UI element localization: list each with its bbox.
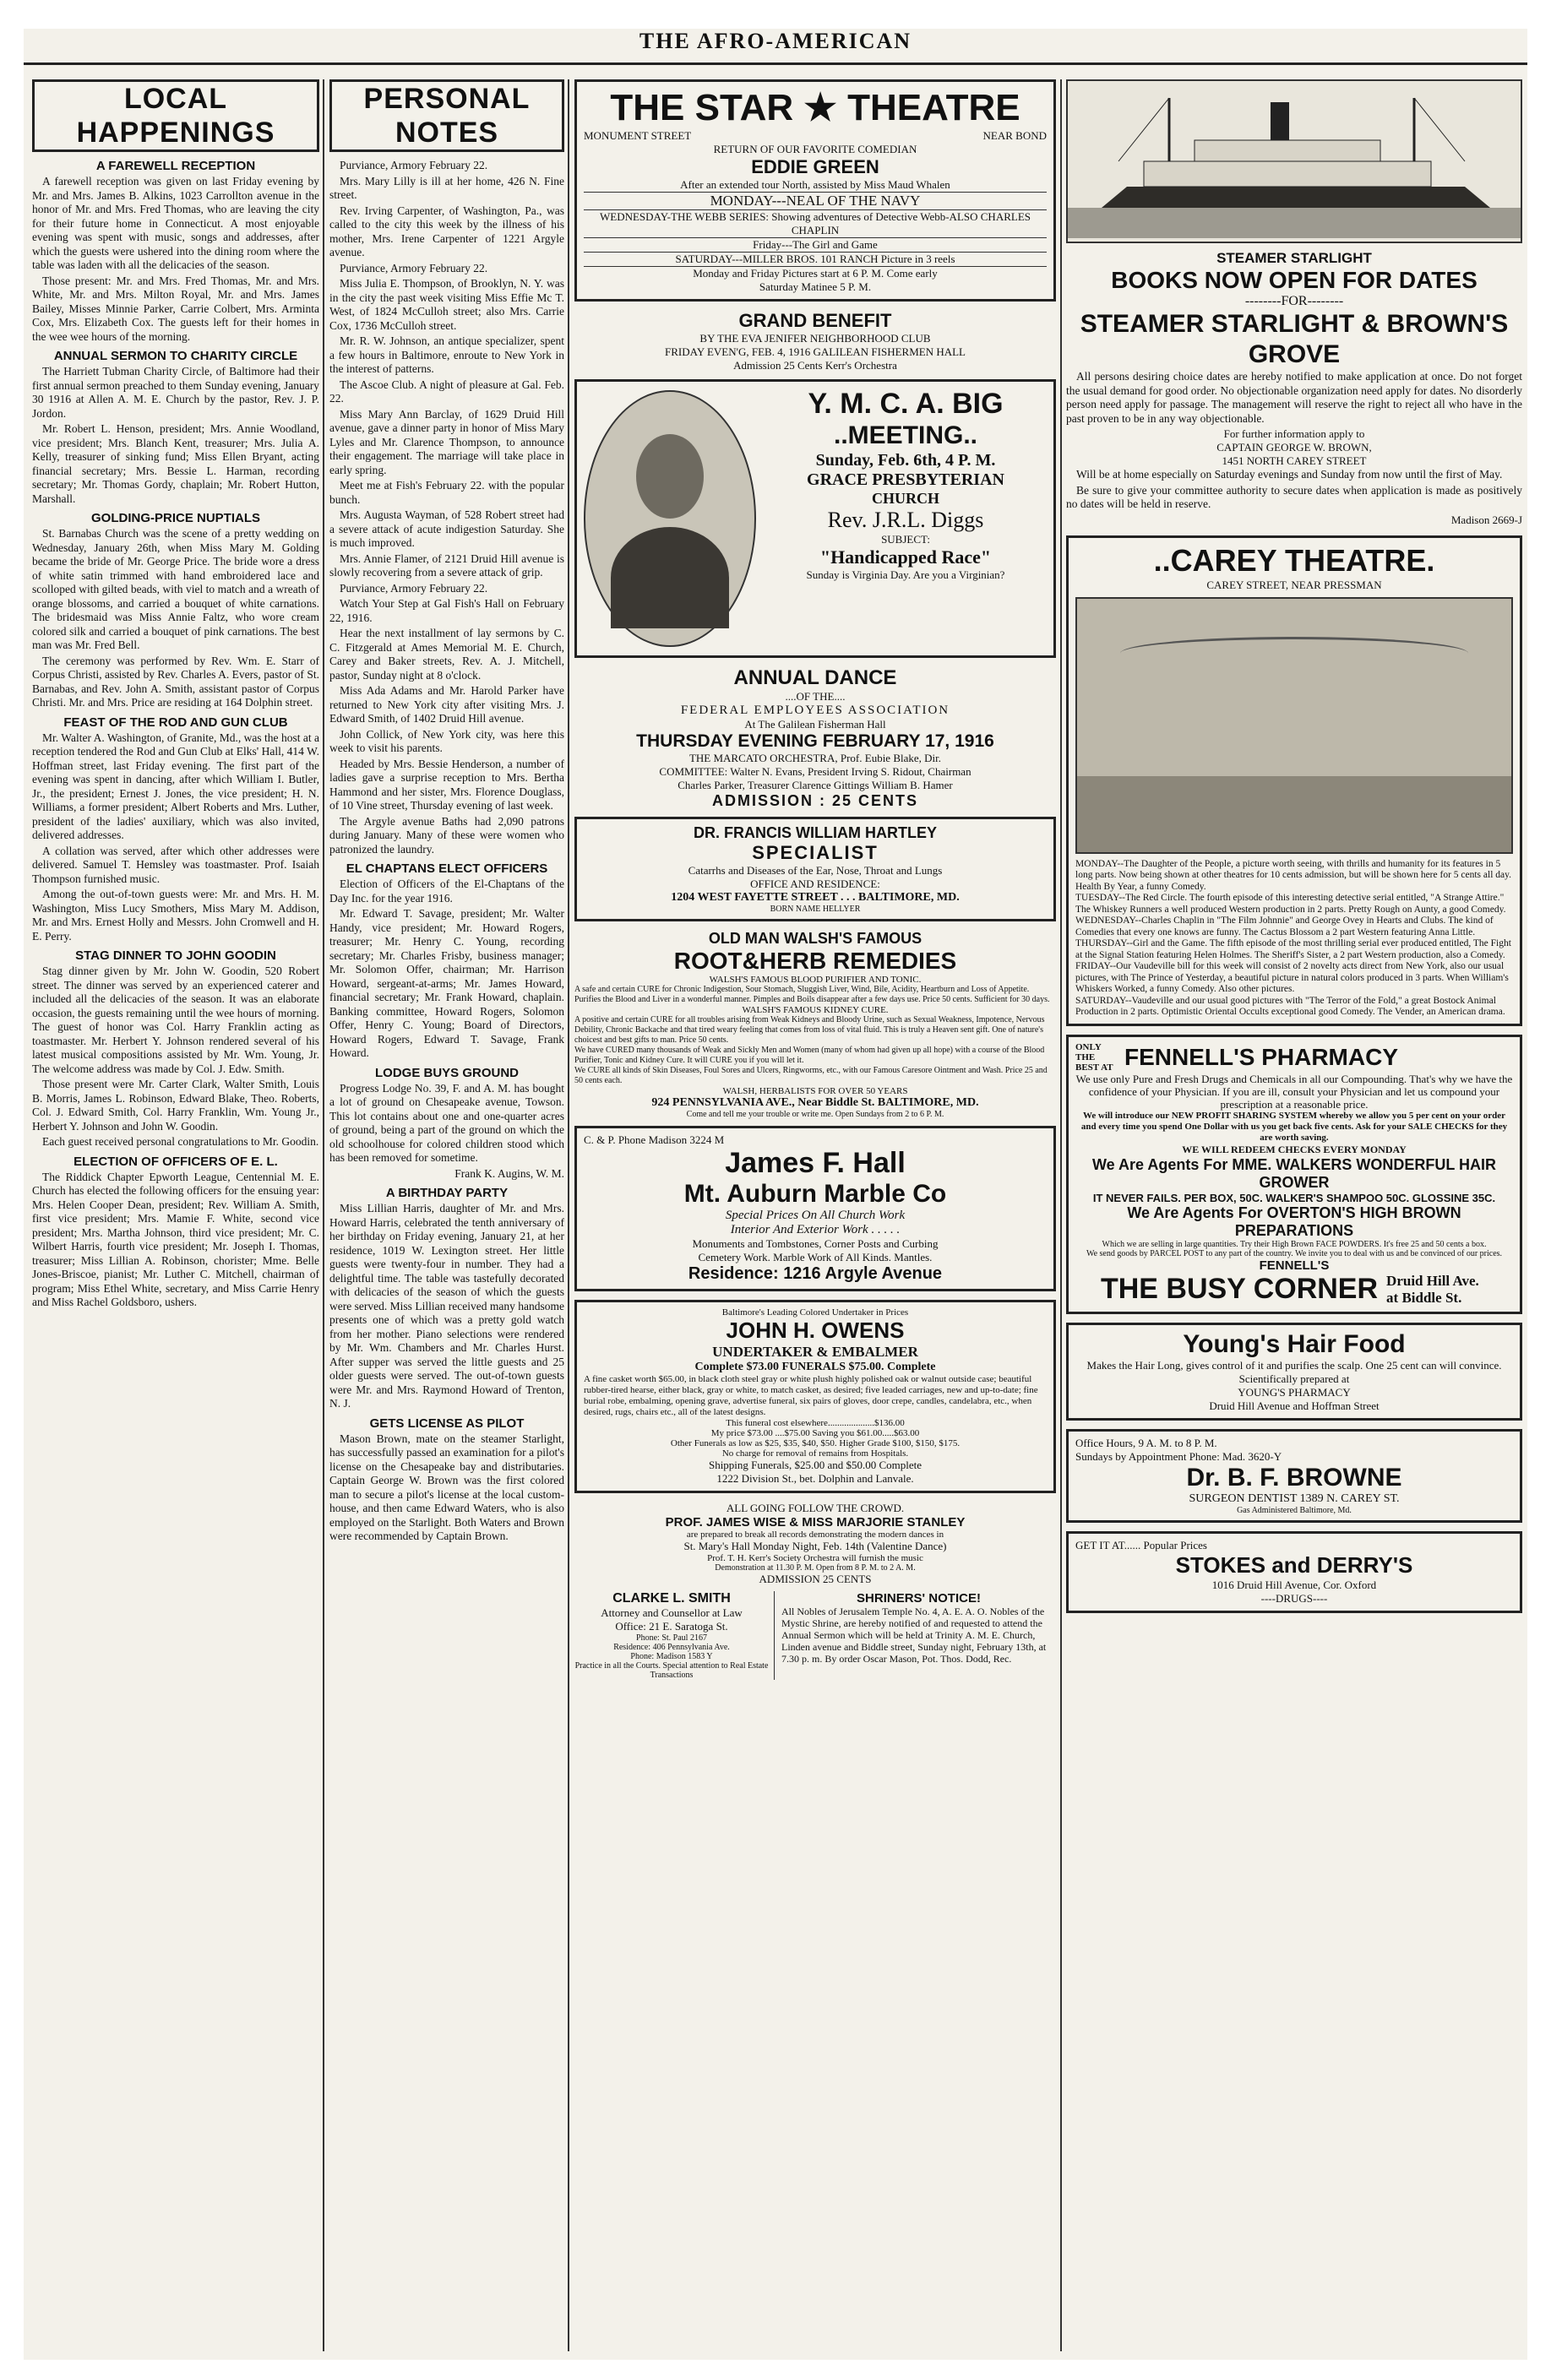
ad-line: ANNUAL DANCE — [733, 666, 897, 689]
ad-line: STEAMER STARLIGHT & BROWN'S GROVE — [1080, 310, 1509, 368]
ad-line: UNDERTAKER & EMBALMER — [712, 1344, 918, 1360]
ad-line: For further information apply to — [1223, 427, 1365, 440]
article-heading: A FAREWELL RECEPTION — [95, 159, 256, 173]
ad-line: C. & P. Phone Madison 3224 M — [584, 1133, 725, 1146]
ad-line: CHURCH — [872, 490, 939, 507]
ad-line: OFFICE AND RESIDENCE: — [750, 878, 880, 890]
ad-line: SPECIALIST — [752, 842, 879, 863]
annual-dance-ad — [574, 666, 1056, 810]
coat-shape — [611, 527, 729, 628]
note-text: John Collick, of New York city, was here this week to visit his parents. — [329, 727, 564, 754]
article-heading: STAG DINNER TO JOHN GOODIN — [75, 948, 276, 963]
ad-line: --------FOR-------- — [1244, 294, 1344, 308]
ad-line: FENNELL'S — [1259, 1258, 1330, 1273]
note-text: Meet me at Fish's February 22. with the popular bunch. — [329, 479, 564, 506]
ad-line: YOUNG'S PHARMACY — [1238, 1385, 1351, 1399]
ad-line: TUESDAY--The Red Circle. The fourth episode of this interesting detective serial entitled, "A Strange Attire." The Whiskey Runners a well produced Western production in 2 parts. Pretty Rough on Aunty, a good Comedy. — [1075, 893, 1506, 915]
article-heading: GETS LICENSE AS PILOT — [369, 1416, 525, 1431]
ad-line: SATURDAY--Vaudeville and our usual good pictures with "The Terror of the Fold," a great Bostock Animal Production in 2 parts. Optimistic Oriental Occults exceptional good Comedy. The Vender, an American drama. — [1075, 995, 1505, 1017]
seats-shape — [1077, 776, 1511, 852]
note-text: Miss Lillian Harris, daughter of Mr. and Mrs. Howard Harris, celebrated the tenth anniversary of her birthday on Friday evening, January 21, at her residence, 1019 W. Lexington street. Her little guests were twenty-four in number. They had a delightful time. The table was tastefully decorated with delicacies of the season of which the guests were served. Miss Lillian received many handsome presents one of which was a pretty gold watch from her mother. Piano selections were rendered by Mr. Wm. Chambers and Mr. Charles Hurst. After supper was served the little guests and 25 older guests were served. The out-of-town guests were Mr. and Mrs. Raymond Howard of Trenton, N. J. — [329, 1202, 564, 1410]
hall-marble-ad — [574, 1126, 1056, 1291]
ad-line: SHRINERS' NOTICE! — [857, 1591, 981, 1606]
ad-line: Practice in all the Courts. Special attention to Real Estate Transactions — [574, 1661, 769, 1680]
busy-corner: THE BUSY CORNER Druid Hill Ave. at Biddle St. — [1100, 1272, 1479, 1306]
ad-line: Demonstration at 11.30 P. M. Open from 8 P. M. to 2 A. M. — [715, 1563, 916, 1573]
note-text: Mr. Edward T. Savage, president; Mr. Walter Handy, vice president; Mr. Howard Rogers, treasurer; Mr. Henry C. Young, recording secretary; Mr. Charles Frisby, business manager; Mr. Solomon Offer, chairman; Mr. Harrison Howard, sergeant-at-arms; Mr. James Howard, financial secretary; Mr. Frank Howard, chaplain. Banking committee, Howard Rogers, Solomon Offer, Henry C. Young; Board of Directors, Howard Rogers, Edward T. Savage, Frank Howard. — [329, 907, 564, 1059]
ad-line: DR. FRANCIS WILLIAM HARTLEY — [694, 824, 937, 841]
ad-line: WEDNESDAY--Charles Chaplin in "The Film Johnnie" and George Ovey in Hearts and Clubs. The kind of Comedies that every one knows are funny. The Cactus Blossom a 2 part Western featuring Anna Little. — [1075, 916, 1494, 937]
shriners-notice — [781, 1591, 1056, 1680]
ad-line: RETURN OF OUR FAVORITE COMEDIAN — [713, 143, 917, 155]
article-text: Mr. Robert L. Henson, president; Mrs. Annie Woodland, vice president; Mrs. Blanch Kent, treasurer; Mrs. Julia A. Kelly, treasurer of sinking fund; Miss Ellen Bryant, acting financial secretary; Mrs. Bessie L. Harman, recording secretary; Mr. Thomas Gordy, chaplain; Mr. Robert Hutton, Marshall. — [32, 422, 319, 505]
ad-line: MONDAY--The Daughter of the People, a picture worth seeing, with thrills and humanity for its features in 5 long parts. Now being shown at other theatres for 10 cents admission, but will be shown here for 5 cents all day. Health By Year, a funny Comedy. — [1075, 858, 1512, 892]
ad-line: After an extended tour North, assisted by Miss Maud Whalen — [680, 178, 950, 191]
note-text: The Argyle avenue Baths had 2,090 patrons during January. Many of these were women who patronized the laundry. — [329, 814, 564, 856]
ad-line: Phone: Madison 1583 Y — [630, 1652, 713, 1661]
ad-line: CAREY STREET, NEAR PRESSMAN — [1206, 578, 1382, 591]
ad-line: GET IT AT...... Popular Prices — [1075, 1538, 1207, 1551]
article-heading: EL CHAPTANS ELECT OFFICERS — [346, 861, 548, 876]
ad-line: Friday---The Girl and Game — [584, 237, 1047, 252]
ad-line: All Nobles of Jerusalem Temple No. 4, A. E. A. O. Nobles of the Mystic Shrine, are hereby notified of and requested to attend the Annual Sermon which will be held at Trinity A. M. E. Church, Linden avenue and Biddle street, Sunday night, February 13th, at 7.30 p. m. By order Oscar Mason, Pot. Thos. Dodd, Rec. — [781, 1606, 1047, 1665]
ad-line: EDDIE GREEN — [751, 156, 879, 177]
ad-line: are prepared to break all records demonstrating the modern dances in — [686, 1530, 944, 1540]
ad-line: IT NEVER FAILS. PER BOX, 50C. WALKER'S SHAMPOO 50C. GLOSSINE 35C. — [1092, 1191, 1496, 1204]
ad-line: Monday and Friday Pictures start at 6 P. M. Come early — [584, 266, 1047, 280]
note-text: Purviance, Armory February 22. — [340, 261, 488, 274]
ad-line: Sunday, Feb. 6th, 4 P. M. — [815, 451, 996, 470]
note-text: Rev. Irving Carpenter, of Washington, Pa., was called to the city this week by the illness of his mother, Mrs. Irene Carpenter of 1221 Argyle avenue. — [329, 204, 564, 258]
article-text: Mr. Walter A. Washington, of Granite, Md., was the host at a reception tendered the Rod and Gun Club at Elks' Hall, 414 W. Hoffman street, last Friday evening. The first part of the evening was spent in dancing, after which William I. Butler, Jr., the president; Ernest J. Jones, the vice president; H. N. Williams, a former president; Albert Roberts and Mrs. Luther, president of the ladies' auxiliary, which was also invited, delivered addresses. — [32, 731, 319, 841]
ad-line: THE MARCATO ORCHESTRA, Prof. Eubie Blake, Dir. — [688, 752, 942, 764]
ad-line: THURSDAY--Girl and the Game. The fifth episode of the most thrilling serial ever produced entitled, The Fight at the Signal Station featuring Helen Holmes. The Sheriff's Sister, a 2 part Western production, also a Comedy. — [1075, 938, 1511, 960]
ad-line: 1016 Druid Hill Avenue, Cor. Oxford — [1211, 1578, 1377, 1591]
ad-line: My price $73.00 ....$75.00 Saving you $61.00.....$63.00 — [710, 1428, 920, 1438]
ad-line: THURSDAY EVENING FEBRUARY 17, 1916 — [636, 731, 994, 751]
ad-line: James F. Hall — [725, 1147, 906, 1179]
arch-shape — [1120, 637, 1467, 670]
note-text: Mason Brown, mate on the steamer Starlight, has successfully passed an examination for a pilot's license on the Chesapeake bay and distributaries. Captain George W. Brown was the first colored man to secure a pilot's license at the local custom-house, and then came Edward Waters, who is also employed on the Starlight. Both Waters and Brown were recommended by Captain Brown. — [329, 1432, 564, 1542]
hartley-ad — [574, 817, 1056, 921]
ad-line: 1204 WEST FAYETTE STREET . . . BALTIMORE, MD. — [671, 891, 960, 904]
ad-line: CAPTAIN GEORGE W. BROWN, — [1216, 441, 1372, 454]
ad-line: Dr. B. F. BROWNE — [1186, 1463, 1402, 1492]
ad-line: ADMISSION : 25 CENTS — [711, 792, 919, 809]
ad-line: OLD MAN WALSH'S FAMOUS — [708, 930, 922, 947]
article-heading: ANNUAL SERMON TO CHARITY CIRCLE — [53, 349, 298, 363]
ad-line: WALSH'S FAMOUS KIDNEY CURE. — [742, 1005, 889, 1015]
star-theatre-ad — [574, 79, 1056, 302]
article-text: The Harriett Tubman Charity Circle, of Baltimore had their first annual sermon preached to them Sunday evening, January 30 1916 at Allen A. M. E. Church by the pastor, Rev. J. P. Jordon. — [32, 365, 319, 420]
ad-line: Charles Parker, Treasurer Clarence Gittings William B. Hamer — [678, 779, 953, 791]
ad-line: COMMITTEE: Walter N. Evans, President Irving S. Ridout, Chairman — [659, 765, 971, 778]
ad-line: STEAMER STARLIGHT — [1216, 250, 1372, 266]
ad-line: JOHN H. OWENS — [726, 1318, 905, 1343]
ad-line: We will introduce our NEW PROFIT SHARING SYSTEM whereby we allow you 5 per cent on your order and every time you spend One Dollar with us you get back five cents. Ask for your SALE CHECKS for they are worth saving. — [1080, 1110, 1508, 1143]
ad-line: Residence: 406 Pennsylvania Ave. — [613, 1643, 730, 1652]
article-heading: FEAST OF THE ROD AND GUN CLUB — [63, 715, 288, 730]
ad-line: MONDAY---NEAL OF THE NAVY — [584, 192, 1047, 210]
note-text: Miss Julia E. Thompson, of Brooklyn, N. Y. was in the city the past week visiting Miss Effie Mc T. West, of 1824 McCulloh street; also Mrs. Carrie Cox, 1736 McCulloh street. — [329, 277, 564, 332]
ad-line: BORN NAME HELLYER — [770, 905, 861, 914]
article-heading: GOLDING-PRICE NUPTIALS — [90, 511, 260, 525]
ad-line: Baltimore's Leading Colored Undertaker in Prices — [721, 1307, 909, 1318]
column-rule — [1060, 79, 1062, 2351]
ad-line: Catarrhs and Diseases of the Ear, Nose, Throat and Lungs — [688, 864, 943, 877]
ad-line: FRIDAY EVEN'G, FEB. 4, 1916 GALILEAN FISHERMEN HALL — [665, 345, 966, 358]
ad-line: Sundays by Appointment Phone: Mad. 3620-Y — [1075, 1449, 1282, 1463]
ad-line: SUBJECT: — [881, 533, 930, 546]
note-text: Headed by Mrs. Bessie Henderson, a number of ladies gave a surprise reception to Mrs. Bertha Hammond and her sister, Mrs. Florence Douglass, of 10 Vine street, Thursday evening of last week. — [329, 757, 564, 812]
article-heading: A BIRTHDAY PARTY — [385, 1186, 509, 1200]
ad-line: Makes the Hair Long, gives control of it and purifies the scalp. One 25 cent can will convince. — [1086, 1358, 1502, 1372]
ad-line: We use only Pure and Fresh Drugs and Chemicals in all our Compounding. That's why we have the confidence of your Physician. If you are ill, consult your Physician and let us compound your prescription at a reasonable price. — [1075, 1072, 1513, 1111]
ad-line: WEDNESDAY-THE WEBB SERIES: Showing adventures of Detective Webb-ALSO CHARLES CHAPLIN — [599, 210, 1031, 236]
ad-line: Come and tell me your trouble or write me. Open Sundays from 2 to 6 P. M. — [686, 1110, 944, 1119]
ad-line: 1451 NORTH CAREY STREET — [1222, 454, 1367, 467]
ad-line: Shipping Funerals, $25.00 and $50.00 Complete — [708, 1459, 922, 1471]
ad-line: FRIDAY--Our Vaudeville bill for this week will consist of 2 novelty acts direct from New York, also our usual pictures, with The Prince of Yesterday, a beautiful picture in natural colors produced in 3 parts. When William's Whiskers Worked, a funny Comedy. Also other pictures. — [1075, 961, 1509, 994]
ad-line: ....OF THE.... — [785, 690, 846, 703]
ad-line: Druid Hill Avenue and Hoffman Street — [1209, 1399, 1380, 1412]
note-text: Mr. R. W. Johnson, an antique specializer, spent a few hours in Baltimore, enroute to New York in the interest of patterns. — [329, 334, 564, 375]
steamer-illustration — [1066, 79, 1522, 243]
carey-theatre-ad — [1066, 535, 1522, 1026]
article-text: Those present: Mr. and Mrs. Fred Thomas, Mr. and Mrs. White, Mr. and Mrs. Milton Royal, Mr. and Mrs. James Bailey, Misses Minnie Parker, Carrie Colbert, Mrs. Arminta Cox, Mrs. Elizabeth Cox. The guests left for their homes in the wee wee hours of the morning. — [32, 274, 319, 343]
article-text: The Riddick Chapter Epworth League, Centennial M. E. Church has elected the following officers for the ensuing year: Mrs. Helen Cooper Dean, president; Rev. William A. Smith, first vice president; Mrs. Mamie F. White, second vice president; Mrs. Martha Johnson, third vice president; Mr. C. Wilbert Harris, fourth vice president; Mr. Joseph I. Thomas, treasurer; Miss Lillian A. Robinson, chorister; Mme. Belle Jones-Briscoe, pianist; Mr. Luther C. Mitchell, chairman of program; Miss Ethel White, secretary, and Miss Carrie Henry and Miss Rachel Goldsboro, ushers. — [32, 1170, 319, 1308]
ad-line: We Are Agents For MME. WALKERS WONDERFUL HAIR GROWER — [1091, 1155, 1496, 1191]
portrait-photo — [584, 390, 756, 647]
ad-line: This funeral cost elsewhere....................$136.00 — [726, 1418, 905, 1428]
ad-line: ----DRUGS---- — [1260, 1591, 1328, 1605]
starlight-ad — [1066, 250, 1522, 527]
note-text: Election of Officers of the El-Chaptans of the Day Inc. for the year 1916. — [329, 878, 564, 905]
ad-line: Y. M. C. A. BIG — [808, 388, 1004, 420]
ad-line: A positive and certain CURE for all troubles arising from Weak Kidneys and Bloody Urine, such as Sexual Weakness, Impotence, Nervous Debility, Chronic Backache and that tired weary feeling that comes from loss of vital fluid. This is truly a Heaven sent gift. One of nature's choicest and best gifts to man. Price 50 cents. — [574, 1015, 1045, 1045]
ad-line: A safe and certain CURE for Chronic Indigestion, Sour Stomach, Sluggish Liver, Wind, Bile, Acidity, Heartburn and Loss of Appetite. Purifies the Blood and Liver in a wonderful manner. Pimples and Boils disappear after a few days use. Price 50 cents. Sufficient for 30 days. — [574, 985, 1050, 1004]
ad-line: WALSH'S FAMOUS BLOOD PURIFIER AND TONIC. — [709, 975, 922, 985]
personal-notes-column — [329, 79, 564, 2351]
young-hair-food-ad — [1066, 1323, 1522, 1421]
ad-line: Office: 21 E. Saratoga St. — [615, 1620, 728, 1633]
ad-line: ..CAREY THEATRE. — [1153, 542, 1435, 578]
ad-line: At The Galilean Fisherman Hall — [744, 718, 886, 731]
ad-line: SATURDAY---MILLER BROS. 101 RANCH Picture in 3 reels — [584, 252, 1047, 266]
ad-line: WE WILL REDEEM CHECKS EVERY MONDAY — [1182, 1143, 1407, 1155]
article-text: Those present were Mr. Carter Clark, Walter Smith, Louis B. Morris, James L. Robinson, Edward Blake, Theo. Roberts, Col. J. Edward Smith, Col. Harry Franklin, Wm. Young Jr., Herbert Y. Johnson and John W. Goodin. — [32, 1078, 319, 1133]
note-text: Miss Ada Adams and Mr. Harold Parker have returned to New York city after visiting Mrs. J. Edward Smith, of 1402 Druid Hill avenue. — [329, 684, 564, 725]
ad-line: BY THE EVA JENIFER NEIGHBORHOOD CLUB — [699, 332, 931, 345]
ymca-text — [765, 387, 1047, 650]
article-text: St. Barnabas Church was the scene of a pretty wedding on Wednesday, January 26th, when Miss Mary M. Golding became the bride of Mr. George Price. The bride wore a dress of white satin trimmed with hand embroidered lace and scolloped with gilted beads, with viel to match and a wreath of orange blossoms, and carried a bouquet of white carnations. The bridesmaid was Miss Annie Faltz, who wore cream colored silk and carried a bouquet of pink carnations. The best man was Mr. Fred Bell. — [32, 527, 319, 651]
stokes-derry-ad — [1066, 1531, 1522, 1613]
ad-line: Special Prices On All Church Work — [725, 1209, 906, 1222]
star-icon: ★ — [803, 87, 837, 128]
ymca-ad — [574, 379, 1056, 658]
note-text: Mrs. Augusta Wayman, of 528 Robert street had a severe attack of acute indigestion Saturday. She is much improved. — [329, 508, 564, 549]
ad-line: Young's Hair Food — [1183, 1329, 1406, 1358]
ad-line: ..MEETING.. — [833, 421, 977, 449]
ad-line: GRAND BENEFIT — [738, 310, 892, 331]
column-heading: LOCAL HAPPENINGS — [32, 79, 319, 152]
ad-line: We CURE all kinds of Skin Diseases, Foul Sores and Ulcers, Ringworms, etc., with our Famous Caresore Ointment and Wash. Price 25 and 50 cents each. — [574, 1066, 1048, 1085]
ad-line: Sunday is Virginia Day. Are you a Virginian? — [806, 568, 1005, 581]
ad-line: Residence: 1216 Argyle Avenue — [688, 1264, 943, 1283]
masthead: THE AFRO-AMERICAN — [24, 29, 1527, 65]
ad-line: 1222 Division St., bet. Dolphin and Lanvale. — [716, 1472, 914, 1485]
note-text: Miss Mary Ann Barclay, of 1629 Druid Hill avenue, gave a dinner party in honor of Miss Mary Lyles and Mr. Clarence Thompson, to announce their engagement. The marriage will take place in early spring. — [329, 407, 564, 476]
owens-undertaker-ad — [574, 1300, 1056, 1493]
ad-line: Other Funerals as low as $25, $35, $40, $50. Higher Grade $100, $150, $175. — [670, 1438, 961, 1448]
ad-line: Mt. Auburn Marble Co — [683, 1180, 947, 1208]
newspaper-page — [24, 29, 1527, 2360]
article-text: Among the out-of-town guests were: Mr. and Mrs. H. M. Washington, Miss Lucy Smothers, Miss Mary M. Addison, Mr. and Mrs. Ernest Holly and Messrs. John Cromwell and H. E. Perry. — [32, 888, 319, 943]
ads-column-center — [574, 79, 1056, 2351]
ad-line: Gas Administered Baltimore, Md. — [1237, 1505, 1352, 1515]
smith-attorney-ad — [574, 1591, 775, 1680]
note-text: Frank K. Augins, W. M. — [454, 1166, 564, 1180]
article-heading: ELECTION OF OFFICERS OF E. L. — [73, 1154, 278, 1169]
column-rule — [323, 79, 324, 2351]
ad-line: ROOT&HERB REMEDIES — [673, 948, 957, 974]
ad-line: Madison 2669-J — [1450, 513, 1522, 526]
ad-line: Prof. T. H. Kerr's Society Orchestra will furnish the music — [707, 1553, 923, 1563]
ad-line: WALSH, HERBALISTS FOR OVER 50 YEARS — [722, 1086, 908, 1096]
star-theatre-title: THE STAR ★ THEATRE — [610, 87, 1020, 128]
ad-line: Phone: St. Paul 2167 — [636, 1633, 707, 1643]
ad-line: We send goods by PARCEL POST to any part of the country. We invite you to deal with us and be convinced of our prices. — [1086, 1248, 1503, 1258]
note-text: Mrs. Annie Flamer, of 2121 Druid Hill avenue is slowly recovering from a severe attack of grip. — [329, 552, 564, 579]
theatre-interior-photo — [1075, 597, 1513, 854]
column-heading: PERSONAL NOTES — [329, 79, 564, 152]
ad-line: FEDERAL EMPLOYEES ASSOCIATION — [680, 704, 950, 717]
article-text: A collation was served, after which other addresses were delivered. Samuel T. Hemsley was toastmaster. Prof. Isaiah Thompson furnished music. — [32, 844, 319, 885]
ad-text: All persons desiring choice dates are hereby notified to make application at once. Do not forget the usual demand for good order. No objectionable organization need apply for dates. No disorderly person need apply for passage. The management will reserve the right to reject all who have in the past proven to be in any way objectionable. — [1066, 370, 1522, 425]
ad-line: ADMISSION 25 CENTS — [759, 1573, 872, 1585]
dance-demonstration-ad — [574, 1502, 1056, 1586]
ad-line: Interior And Exterior Work . . . . . — [730, 1223, 901, 1236]
ad-line: We have CURED many thousands of Weak and Sickly Men and Women (many of whom had given up all hope) with a course of the Blood Purifier, Tonic and Kidney Cure. It will CURE you if you will let it. — [574, 1046, 1045, 1065]
ad-line: No charge for removal of remains from Hospitals. — [721, 1448, 909, 1459]
ad-line: ALL GOING FOLLOW THE CROWD. — [726, 1502, 905, 1514]
article-text: The ceremony was performed by Rev. Wm. E. Starr of Corpus Christi, assisted by Rev. Charles A. Evers, pastor of St. Barnabas, and Rev. John A. Smith, assistant pastor of Corpus Christi. Mr. and Mrs. Price are residing at 164 Dolphin street. — [32, 654, 319, 709]
ad-line: 924 PENNSYLVANIA AVE., Near Biddle St. BALTIMORE, MD. — [651, 1096, 979, 1109]
ad-line: Rev. J.R.L. Diggs — [827, 508, 984, 532]
ad-line: We Are Agents For OVERTON'S HIGH BROWN PREPARATIONS — [1127, 1204, 1461, 1239]
ad-line: Attorney and Counsellor at Law — [601, 1606, 743, 1619]
bottom-notices — [574, 1591, 1056, 1680]
ad-line: STOKES and DERRY'S — [1175, 1551, 1413, 1578]
note-text: Mrs. Mary Lilly is ill at her home, 426 N. Fine street. — [329, 174, 564, 201]
ad-line: St. Mary's Hall Monday Night, Feb. 14th (Valentine Dance) — [683, 1540, 947, 1552]
note-text: Purviance, Armory February 22. — [340, 581, 488, 595]
note-text: Progress Lodge No. 39, F. and A. M. has bought a lot of ground on Chesapeake avenue, Towson. This lot contains about one and one-quarter acres of ground, being a part of the ground on which the old schoolhouse for colored children stood which has been removed for sometime. — [329, 1081, 564, 1164]
ad-line: Saturday Matinee 5 P. M. — [759, 280, 872, 293]
ad-line: Cemetery Work. Marble Work of All Kinds. Mantles. — [698, 1251, 933, 1263]
ad-text: Will be at home especially on Saturday evenings and Sunday from now until the first of May. — [1076, 468, 1503, 481]
ad-line: A fine casket worth $65.00, in black cloth steel gray or white plush highly polished oak or walnut outside case; beautiful rubber-tired hearse, either black, gray or white, to match casket, as desired; five leaded carriages, new and up-to-date; fine burial robe, embalming, opening grave, advertise funeral, six pairs of gloves, door crepe, candles, candelabra, etc., when desired, rugs, chairs etc., all of the latest designs. — [584, 1374, 1038, 1417]
browne-dentist-ad — [1066, 1429, 1522, 1523]
ad-line: GRACE PRESBYTERIAN — [807, 470, 1004, 489]
ad-line: "Handicapped Race" — [819, 546, 992, 568]
ad-line: PROF. JAMES WISE & MISS MARJORIE STANLEY — [665, 1515, 966, 1530]
article-text: Stag dinner given by Mr. John W. Goodin, 520 Robert street. The dinner was served by an experienced caterer and included all the delicacies of the season. It was an elaborate occasion, the guests remaining until the wee hours of morning. The guest of honor was Col. Harry Franklin acting as toastmaster. Mr. Herbert Y. Johnson rendered several of his latest musical compositions assisted by Mr. Wm. Young, Jr. The welcome address was made by Col. J. Edw. Smith. — [32, 964, 319, 1075]
ad-line: BOOKS NOW OPEN FOR DATES — [1111, 267, 1478, 293]
ad-line: Monuments and Tombstones, Corner Posts and Curbing — [692, 1237, 939, 1250]
fennell-heading: ONLY THE BEST AT FENNELL'S PHARMACY — [1075, 1041, 1398, 1073]
note-text: The Ascoe Club. A night of pleasure at Gal. Feb. 22. — [329, 378, 564, 405]
ad-line: Complete $73.00 FUNERALS $75.00. Complete — [694, 1361, 936, 1373]
walsh-remedies-ad — [574, 930, 1056, 1119]
ad-line: SURGEON DENTIST 1389 N. CAREY ST. — [1189, 1492, 1400, 1505]
note-text: Purviance, Armory February 22. — [340, 159, 488, 171]
article-text: Each guest received personal congratulations to Mr. Goodin. — [42, 1135, 319, 1148]
theatre-address: MONUMENT STREET NEAR BOND — [584, 129, 1047, 142]
steamboat-icon — [1068, 81, 1521, 238]
local-happenings-column — [32, 79, 319, 2351]
ad-line: Admission 25 Cents Kerr's Orchestra — [733, 359, 897, 372]
ad-line: Office Hours, 9 A. M. to 8 P. M. — [1075, 1436, 1217, 1449]
column-rule — [568, 79, 569, 2351]
ad-line: Scientifically prepared at — [1238, 1372, 1350, 1385]
ads-column-right — [1066, 79, 1522, 2351]
grand-benefit-ad — [574, 310, 1056, 372]
ad-text: Be sure to give your committee authority to secure dates when application is made as positively no dates will be held in reserve. — [1066, 483, 1522, 510]
ad-line: CLARKE L. SMITH — [612, 1591, 731, 1606]
ad-line: Which we are selling in large quantities. Try their High Brown FACE POWDERS. It's free 25 and 50 cents a box. — [1102, 1239, 1487, 1249]
article-heading: LODGE BUYS GROUND — [374, 1065, 519, 1080]
fennell-pharmacy-ad — [1066, 1035, 1522, 1314]
article-text: A farewell reception was given on last Friday evening by Mr. and Mrs. James B. Alkins, 1023 Carrollton avenue in the honor of Mr. and Mrs. Fred Thomas, who are leaving the city for their future home in Connecticut. A most enjoyable evening was spent with music, songs and addresses, after which the guests were ushered into the dining room where the table was laden with all the delicacies of the season. — [32, 175, 319, 271]
note-text: Hear the next installment of lay sermons by C. C. Fitzgerald at Ames Memorial M. E. Church, Carey and Baker streets, Rev. A. J. Mitchell, pastor, Sunday night at 8 o'clock. — [329, 627, 564, 682]
note-text: Watch Your Step at Gal Fish's Hall on February 22, 1916. — [329, 597, 564, 624]
face-shape — [636, 434, 704, 519]
